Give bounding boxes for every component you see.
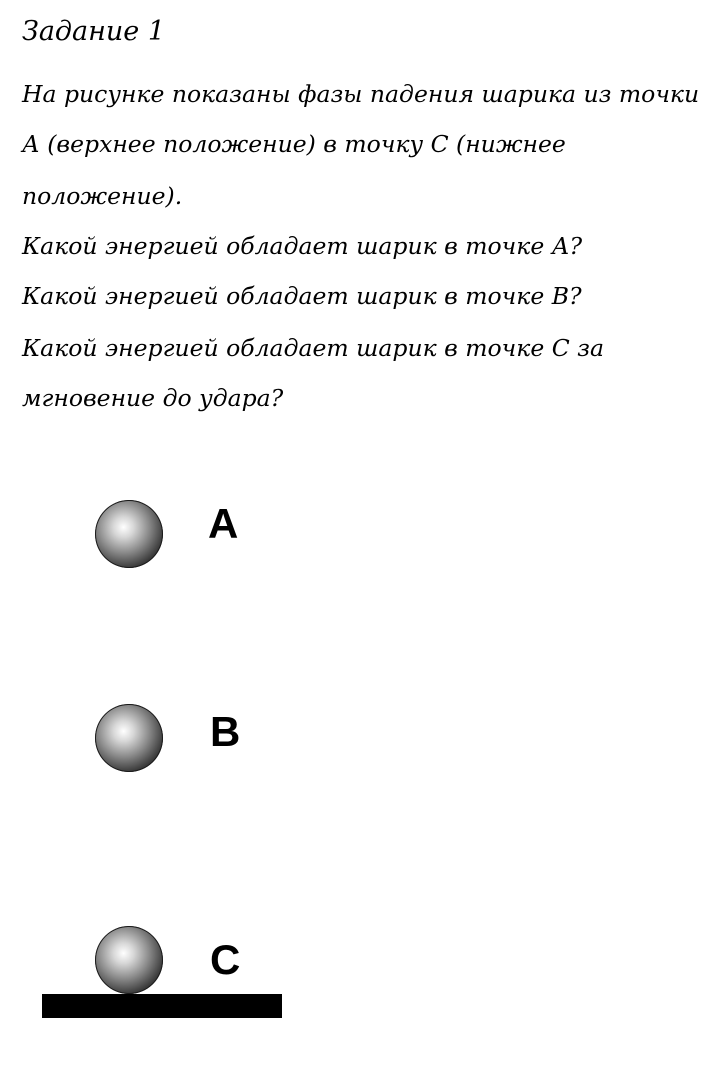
question-point-a: Какой энергией обладает шарик в точке А? (22, 232, 583, 260)
ground-line (42, 994, 282, 1018)
task-line-1: На рисунке показаны фазы падения шарика из точки (22, 80, 700, 108)
question-point-c-line-2: мгновение до удара? (22, 384, 284, 412)
ball-c-icon (95, 926, 163, 994)
question-point-b: Какой энергией обладает шарик в точке В? (22, 282, 582, 310)
task-title: Задание 1 (22, 16, 166, 47)
question-point-c-line-1: Какой энергией обладает шарик в точке С за (22, 334, 604, 362)
ball-a-icon (95, 500, 163, 568)
point-label-b: B (210, 708, 241, 755)
point-label-c: C (210, 936, 241, 983)
task-line-2: А (верхнее положение) в точку С (нижнее (22, 130, 566, 158)
task-line-3: положение). (22, 182, 183, 210)
point-label-a: A (208, 500, 239, 547)
ball-b-icon (95, 704, 163, 772)
